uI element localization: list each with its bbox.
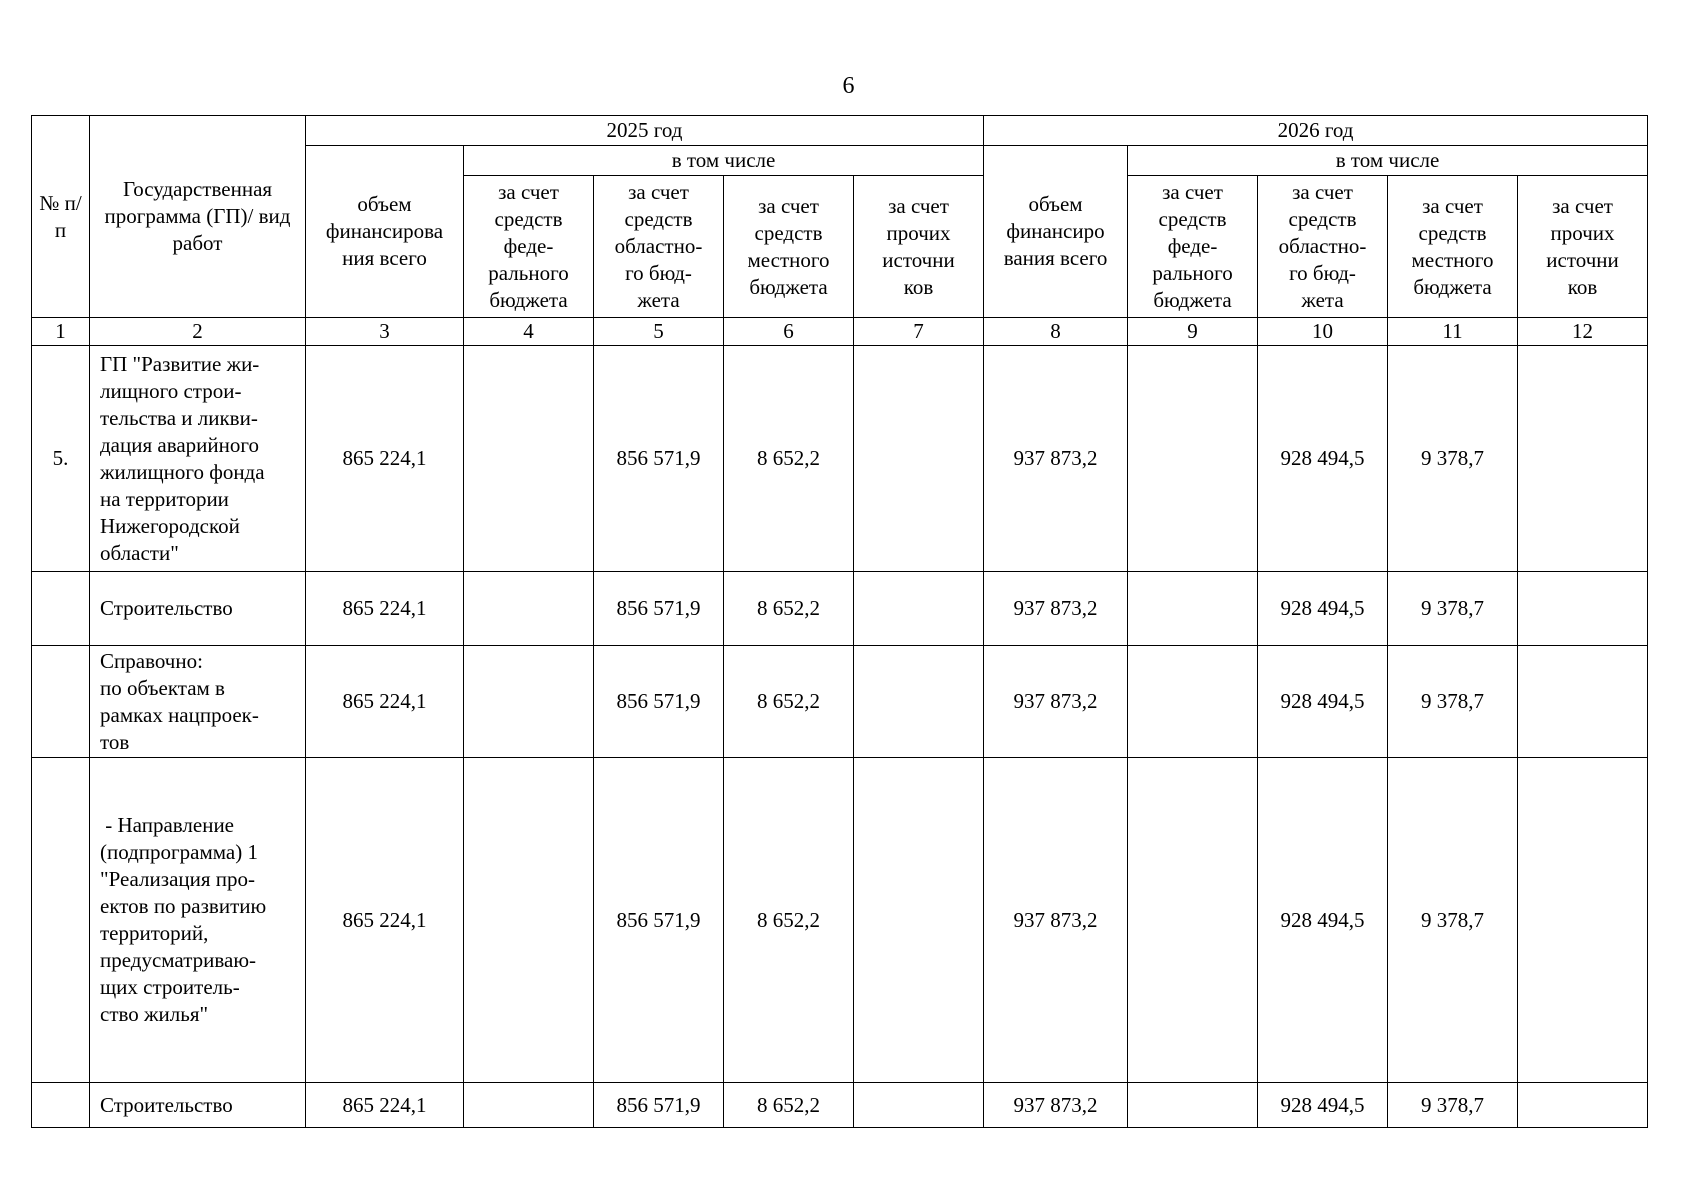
column-number: 7 (854, 318, 984, 346)
cell-value (1518, 1083, 1648, 1128)
cell-value: 856 571,9 (594, 758, 724, 1083)
column-number: 3 (306, 318, 464, 346)
column-number: 1 (32, 318, 90, 346)
cell-value: 928 494,5 (1258, 646, 1388, 758)
cell-value (854, 646, 984, 758)
program-name: - Направление (подпрограмма) 1 "Реализация про- ектов по развитию территорий, предусматриваю- щих строитель- ство жилья" (90, 758, 306, 1083)
cell-value: 937 873,2 (984, 346, 1128, 572)
cell-value: 856 571,9 (594, 572, 724, 646)
cell-value: 865 224,1 (306, 346, 464, 572)
cell-value: 856 571,9 (594, 1083, 724, 1128)
cell-value (854, 346, 984, 572)
cell-value: 856 571,9 (594, 646, 724, 758)
cell-value: 865 224,1 (306, 1083, 464, 1128)
cell-value (854, 572, 984, 646)
cell-value (1128, 646, 1258, 758)
cell-value (1518, 346, 1648, 572)
cell-value: 856 571,9 (594, 346, 724, 572)
column-number: 11 (1388, 318, 1518, 346)
cell-value (464, 646, 594, 758)
cell-value (854, 758, 984, 1083)
column-number: 12 (1518, 318, 1648, 346)
cell-value: 9 378,7 (1388, 758, 1518, 1083)
cell-value: 9 378,7 (1388, 572, 1518, 646)
table-row (32, 758, 1648, 1083)
cell-value: 928 494,5 (1258, 572, 1388, 646)
row-number (32, 1083, 90, 1128)
cell-value (464, 758, 594, 1083)
header-other-2025: за счет прочих источни ков (854, 176, 984, 318)
cell-value: 937 873,2 (984, 646, 1128, 758)
header-volume-2026: объем финансиро вания всего (984, 146, 1128, 318)
column-number: 10 (1258, 318, 1388, 346)
table-row (32, 1083, 1648, 1128)
header-regional-2026: за счет средств областно- го бюд- жета (1258, 176, 1388, 318)
column-number: 9 (1128, 318, 1258, 346)
cell-value: 937 873,2 (984, 758, 1128, 1083)
cell-value: 9 378,7 (1388, 646, 1518, 758)
cell-value (1128, 572, 1258, 646)
header-row-number: № п/п (32, 116, 90, 318)
header-other-2026: за счет прочих источни ков (1518, 176, 1648, 318)
cell-value (1518, 758, 1648, 1083)
page-number: 6 (842, 73, 855, 99)
header-year-2026: 2026 год (984, 116, 1648, 146)
row-number: 5. (32, 346, 90, 572)
header-including-2025: в том числе (464, 146, 984, 176)
cell-value: 928 494,5 (1258, 758, 1388, 1083)
cell-value (464, 346, 594, 572)
cell-value: 8 652,2 (724, 646, 854, 758)
header-local-2025: за счет средств местного бюджета (724, 176, 854, 318)
program-name: Строительство (90, 1083, 306, 1128)
row-number (32, 572, 90, 646)
table-row (32, 646, 1648, 758)
header-including-2026: в том числе (1128, 146, 1648, 176)
cell-value: 8 652,2 (724, 1083, 854, 1128)
cell-value: 9 378,7 (1388, 346, 1518, 572)
cell-value: 8 652,2 (724, 572, 854, 646)
cell-value (1518, 572, 1648, 646)
program-name: Справочно: по объектам в рамках нацпроек- тов (90, 646, 306, 758)
cell-value: 865 224,1 (306, 758, 464, 1083)
row-number (32, 758, 90, 1083)
program-name: Строительство (90, 572, 306, 646)
column-number: 4 (464, 318, 594, 346)
table-row (32, 572, 1648, 646)
cell-value (1128, 1083, 1258, 1128)
budget-table (31, 115, 1648, 1128)
column-numbers-row (32, 318, 1648, 346)
cell-value: 928 494,5 (1258, 1083, 1388, 1128)
cell-value (854, 1083, 984, 1128)
header-federal-2026: за счет средств феде- рального бюджета (1128, 176, 1258, 318)
header-federal-2025: за счет средств феде- рального бюджета (464, 176, 594, 318)
column-number: 8 (984, 318, 1128, 346)
cell-value (1518, 646, 1648, 758)
header-volume-2025: объем финансирова ния всего (306, 146, 464, 318)
cell-value (464, 572, 594, 646)
cell-value: 865 224,1 (306, 572, 464, 646)
cell-value: 8 652,2 (724, 758, 854, 1083)
cell-value (1128, 346, 1258, 572)
cell-value: 9 378,7 (1388, 1083, 1518, 1128)
row-number (32, 646, 90, 758)
column-number: 6 (724, 318, 854, 346)
column-number: 5 (594, 318, 724, 346)
table-row (32, 346, 1648, 572)
header-program: Государственная программа (ГП)/ вид работ (90, 116, 306, 318)
header-year-2025: 2025 год (306, 116, 984, 146)
cell-value (464, 1083, 594, 1128)
column-number: 2 (90, 318, 306, 346)
cell-value: 928 494,5 (1258, 346, 1388, 572)
cell-value: 937 873,2 (984, 572, 1128, 646)
program-name: ГП "Развитие жи- лищного строи- тельства и ликви- дация аварийного жилищного фонда на территории Нижегородской области" (90, 346, 306, 572)
cell-value: 937 873,2 (984, 1083, 1128, 1128)
header-regional-2025: за счет средств областно- го бюд- жета (594, 176, 724, 318)
header-local-2026: за счет средств местного бюджета (1388, 176, 1518, 318)
cell-value: 865 224,1 (306, 646, 464, 758)
cell-value (1128, 758, 1258, 1083)
cell-value: 8 652,2 (724, 346, 854, 572)
